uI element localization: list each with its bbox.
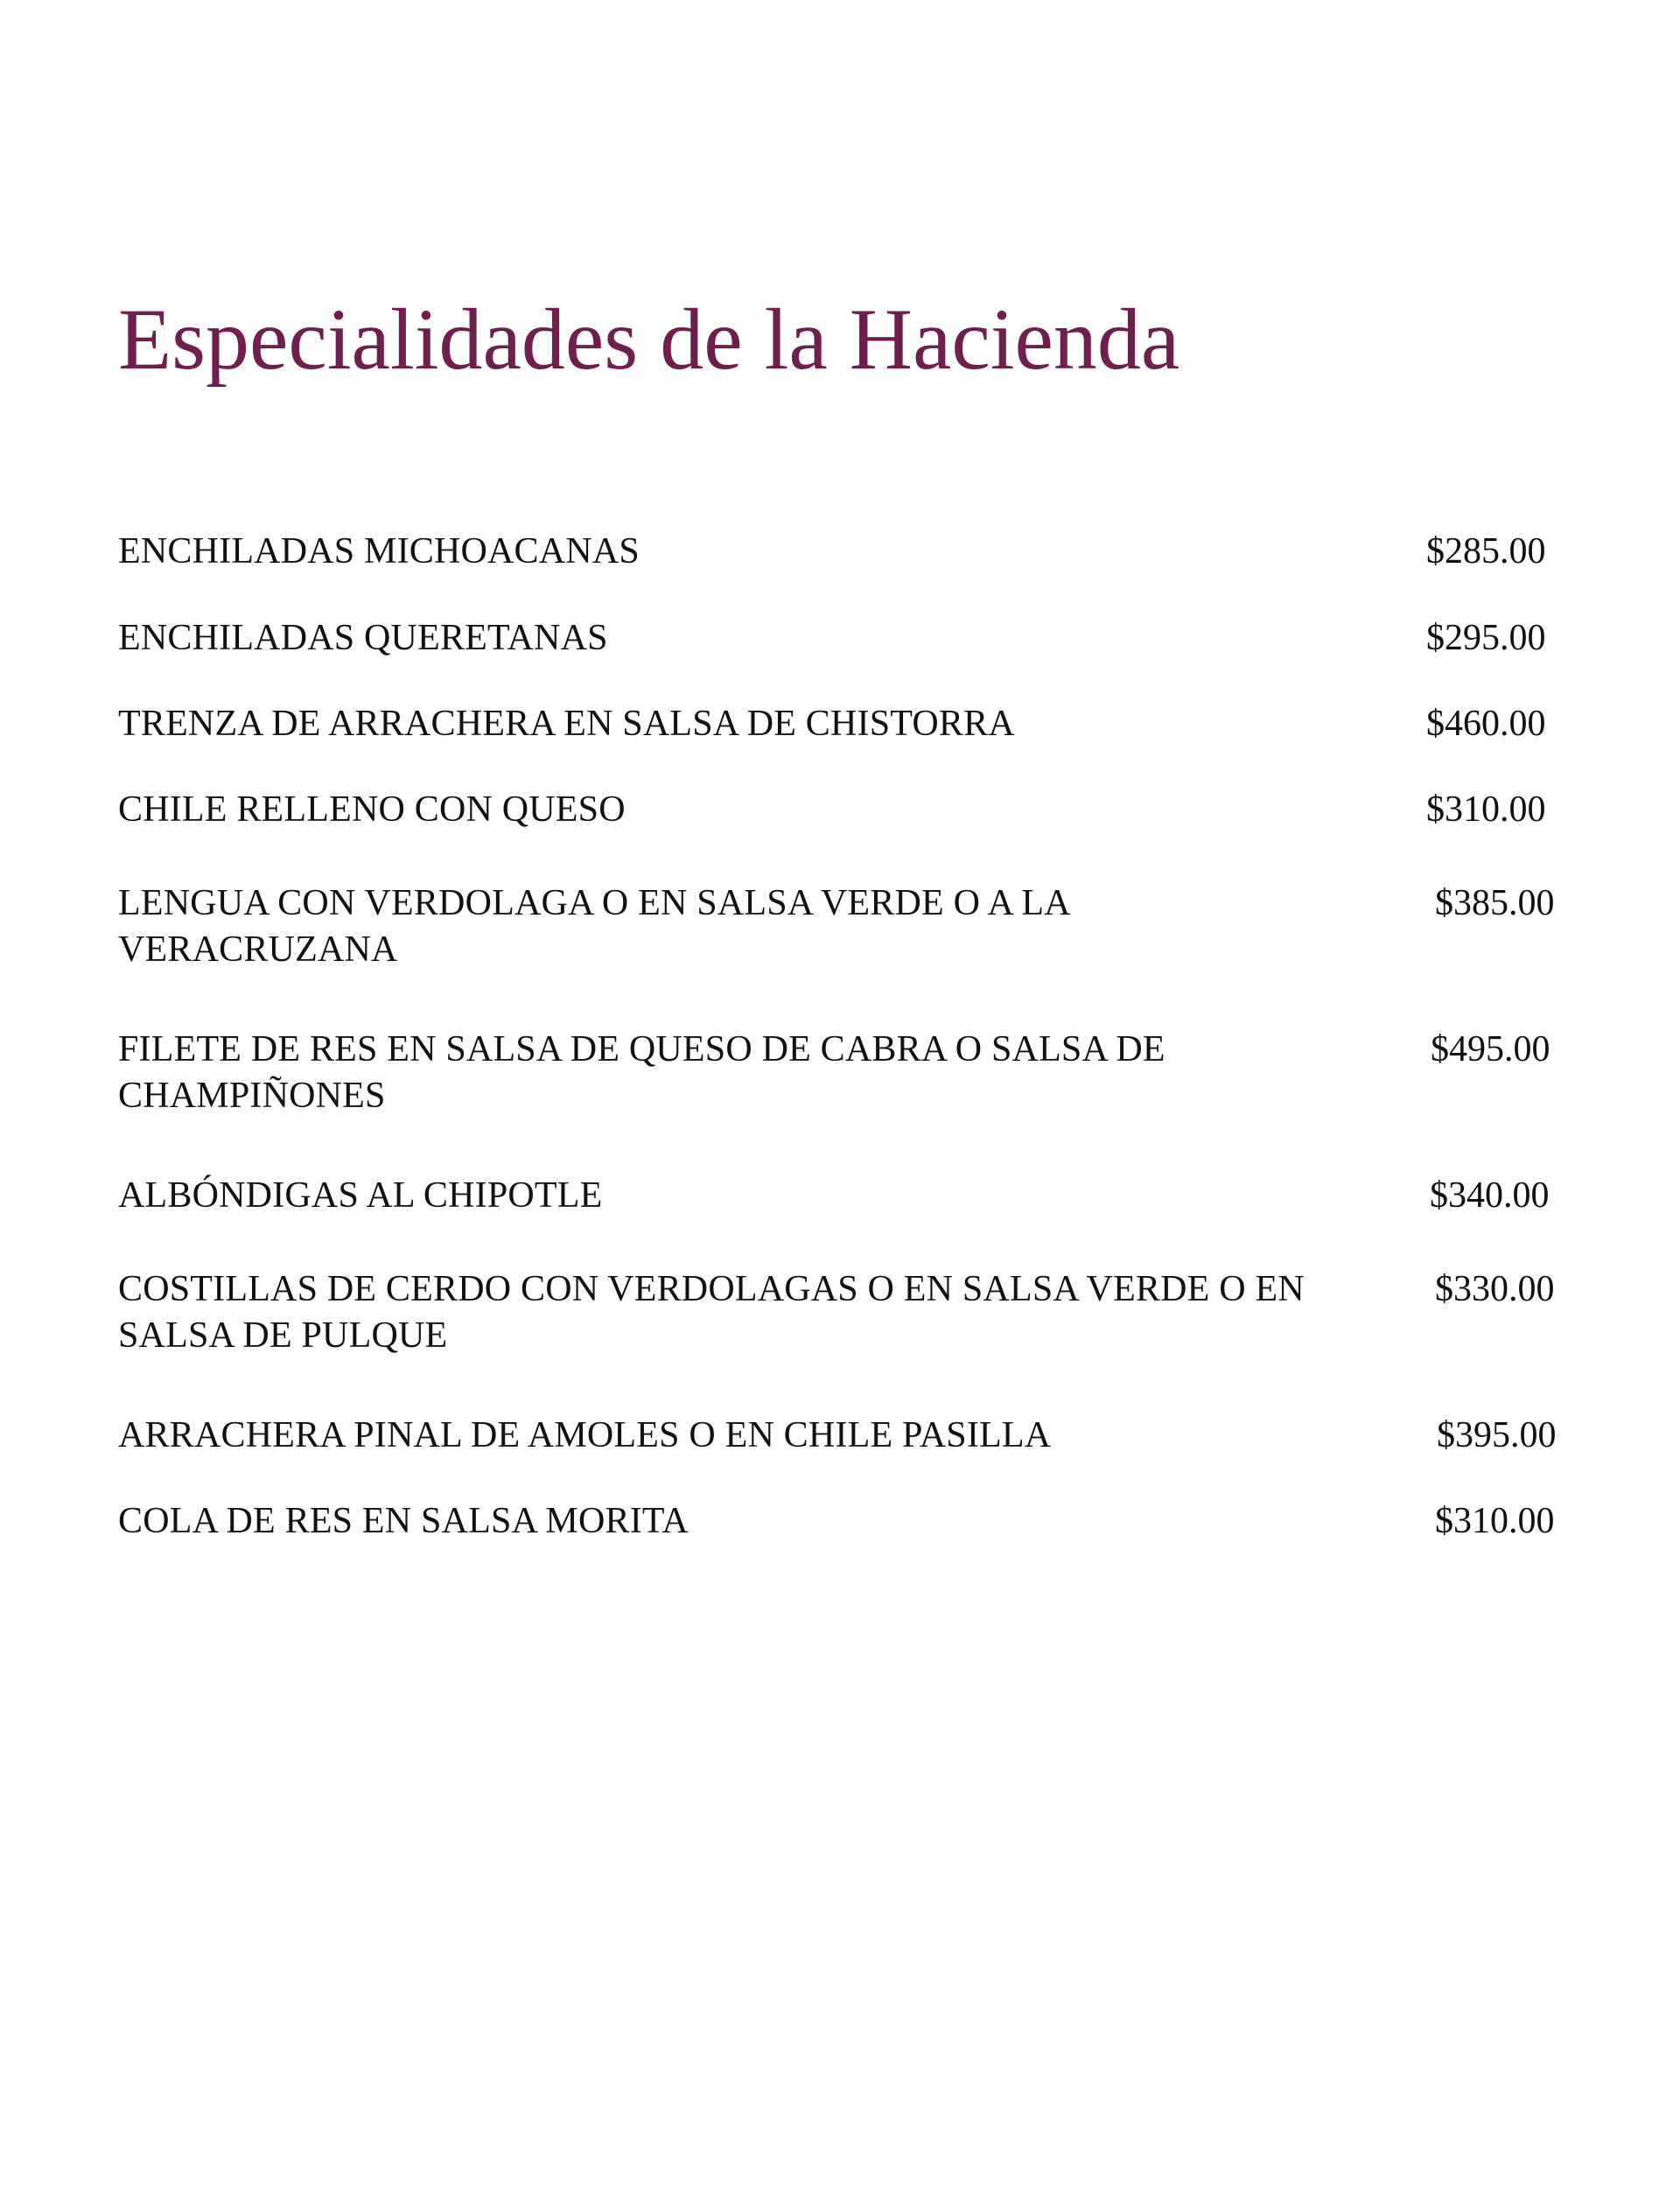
menu-item-price: $295.00 [1426,618,1546,658]
page-title: Especialidades de la Hacienda [118,291,1180,388]
menu-item-price: $395.00 [1437,1415,1557,1455]
menu-item-price: $310.00 [1435,1501,1555,1541]
menu-item-name: COLA DE RES EN SALSA MORITA [118,1501,689,1541]
menu-item-name: ALBÓNDIGAS AL CHIPOTLE [118,1175,603,1216]
menu-item-price: $330.00 [1435,1269,1555,1309]
menu-item-price: $385.00 [1435,883,1555,923]
menu-item-name: FILETE DE RES EN SALSA DE QUESO DE CABRA O SALSA DE CHAMPIÑONES [118,1029,1166,1117]
menu-item-name: COSTILLAS DE CERDO CON VERDOLAGAS O EN SALSA VERDE O EN SALSA DE PULQUE [118,1269,1305,1357]
menu-item-name: LENGUA CON VERDOLAGA O EN SALSA VERDE O A LA VERACRUZANA [118,883,1069,971]
menu-item-price: $340.00 [1430,1175,1550,1216]
menu-item-price: $310.00 [1426,789,1546,830]
menu-item-price: $495.00 [1431,1029,1550,1069]
menu-item-name: TRENZA DE ARRACHERA EN SALSA DE CHISTORRA [118,704,1015,744]
menu-item-name: ENCHILADAS QUERETANAS [118,618,608,658]
menu-item-name: ARRACHERA PINAL DE AMOLES O EN CHILE PASILLA [118,1415,1052,1455]
menu-item-name: ENCHILADAS MICHOACANAS [118,531,640,572]
menu-item-name: CHILE RELLENO CON QUESO [118,789,626,830]
menu-item-price: $460.00 [1426,704,1546,744]
menu-item-price: $285.00 [1426,531,1546,572]
